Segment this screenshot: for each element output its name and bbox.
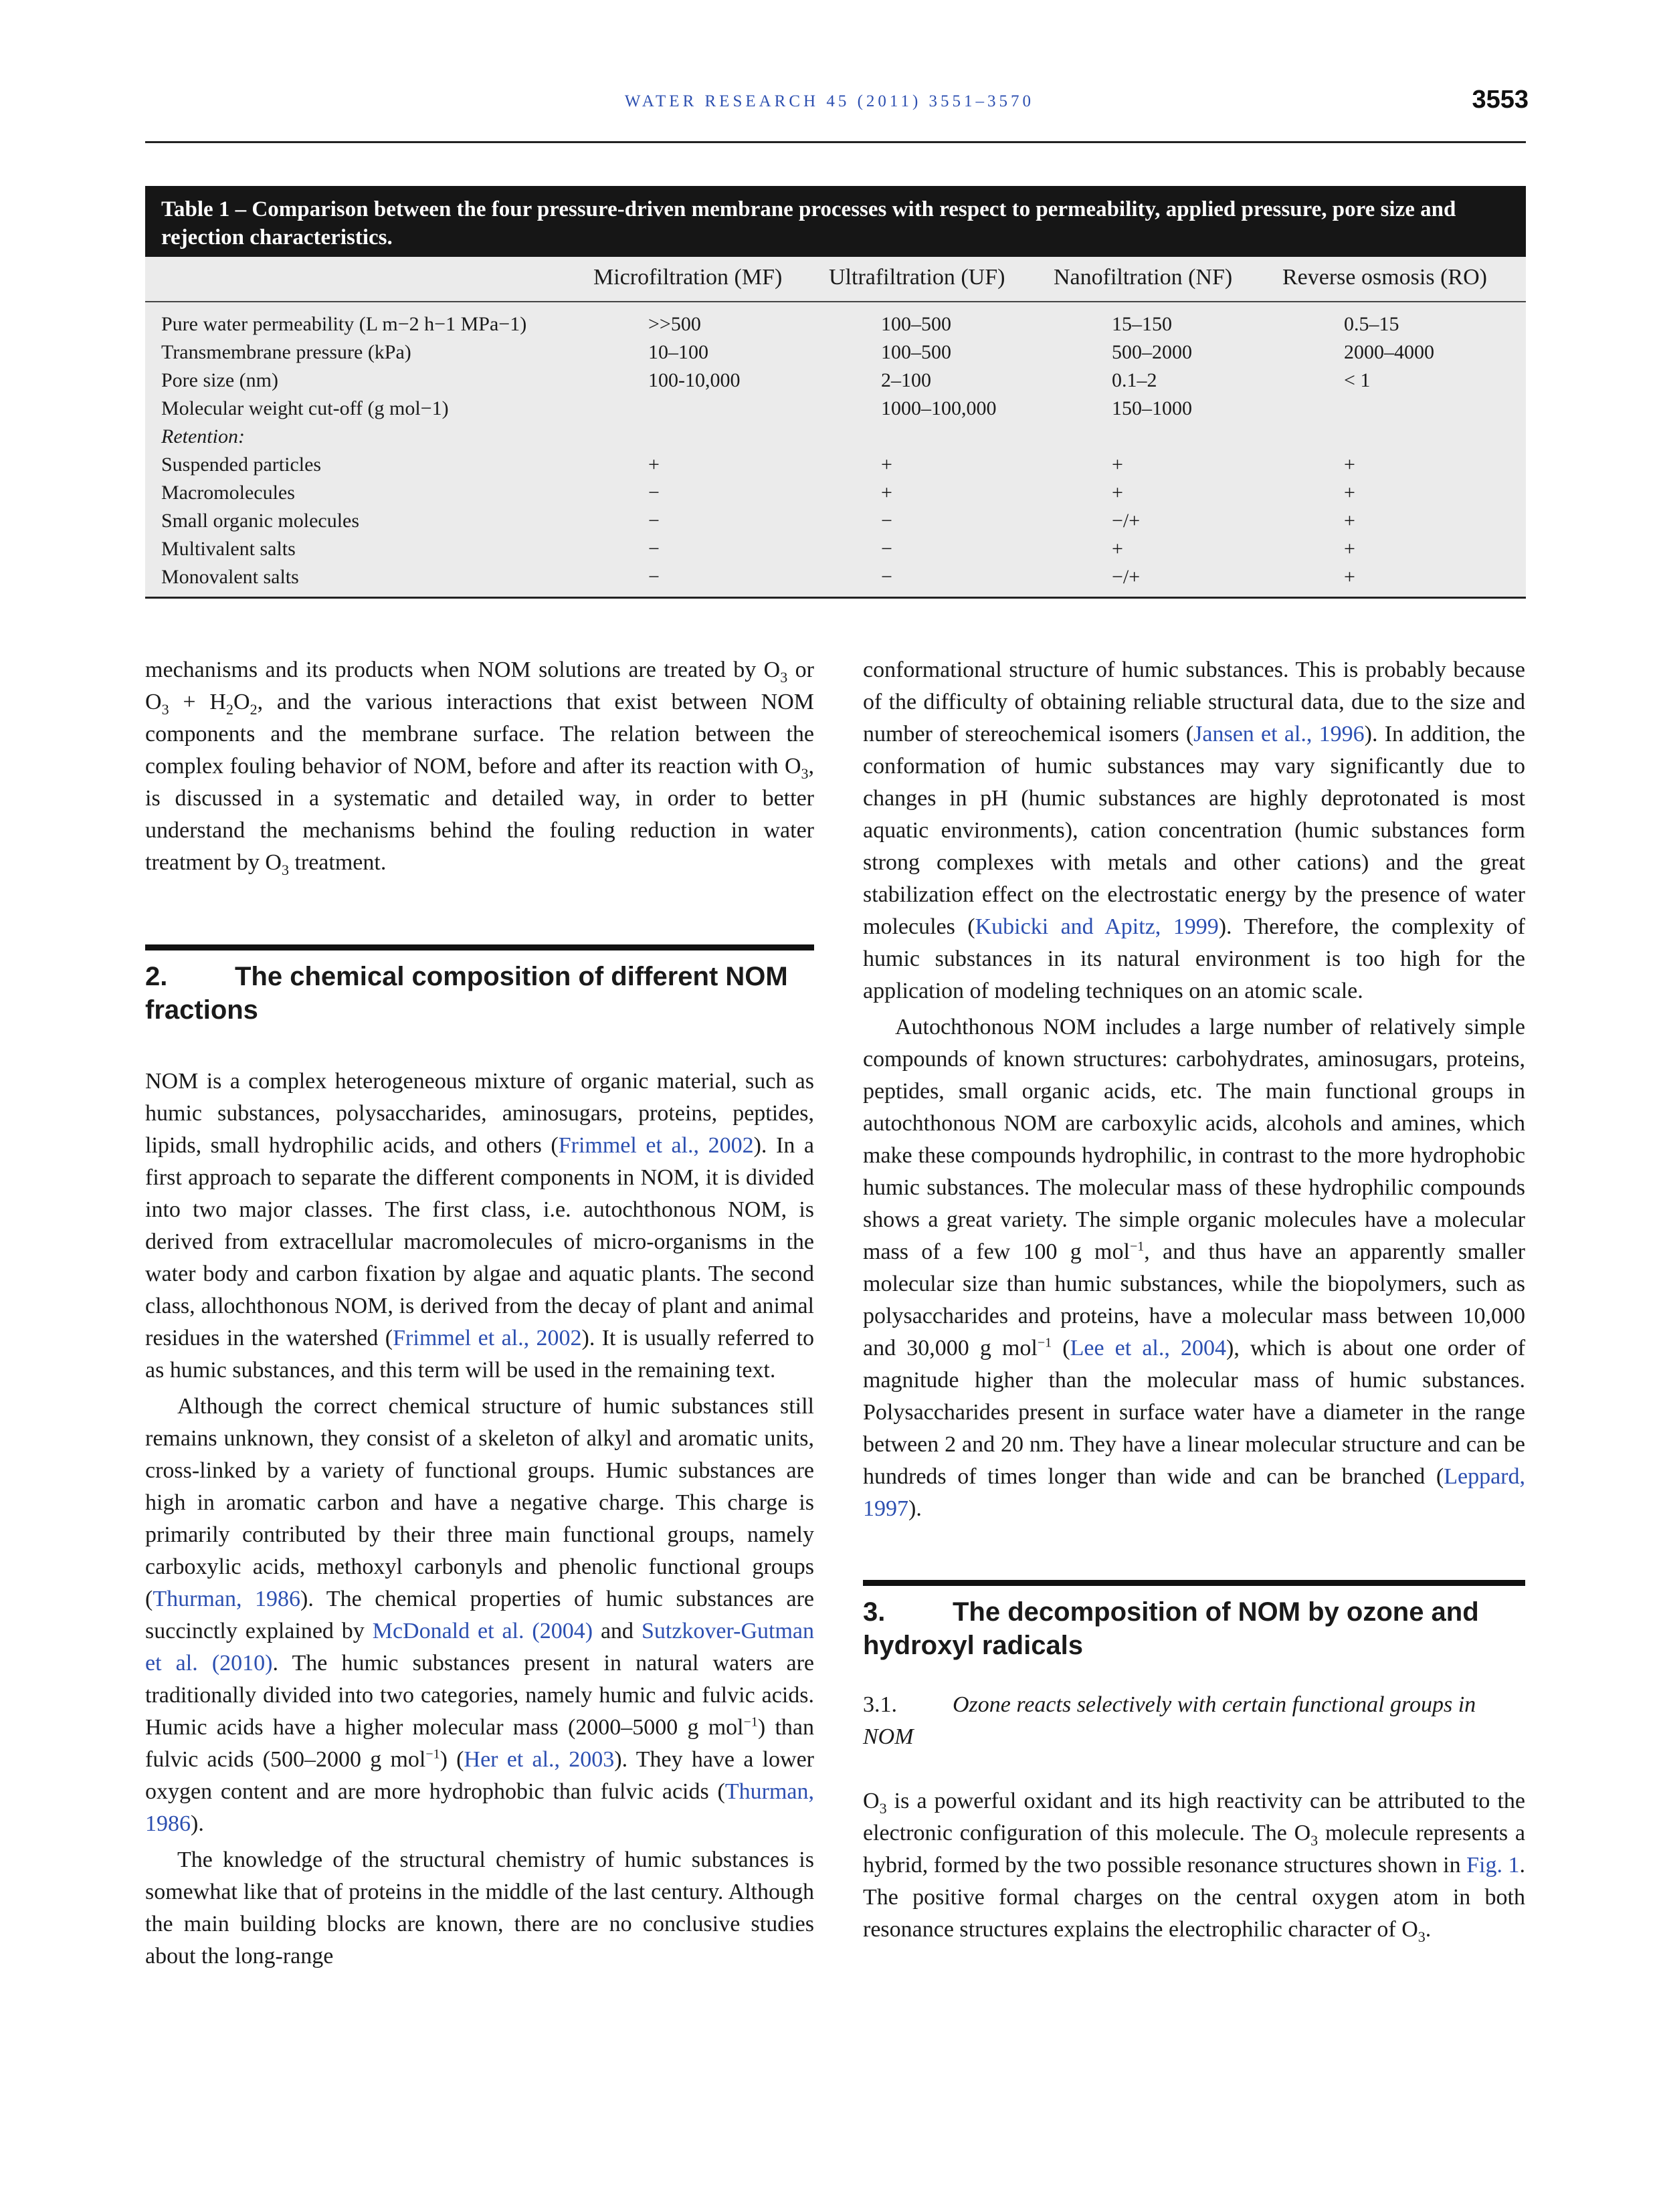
cell-ro: 2000–4000 (1344, 341, 1434, 363)
cell-mf: − (648, 510, 660, 532)
row-label: Pure water permeability (L m−2 h−1 MPa−1) (161, 313, 527, 335)
cell-uf: + (881, 454, 892, 476)
citation-link[interactable]: Thurman, 1986 (145, 1779, 814, 1836)
table-row (145, 507, 1526, 535)
paragraph: mechanisms and its products when NOM solutions are treated by $O_3$ or $O_3 + H_2O_2$, and the various interactions that exist between NOM components and the membrane surface. The relation between the complex fouling behavior of NOM, before and after its reaction with $O_3$, is discussed in a systematic and detailed way, in order to better understand the mechanisms behind the fouling reduction in water treatment by $O_3$ treatment. (145, 658, 815, 878)
cell-ro: + (1344, 454, 1355, 476)
row-label: Macromolecules (161, 482, 295, 504)
table-header-row (145, 257, 1526, 302)
col-header-nf: Nanofiltration (NF) (1054, 265, 1233, 290)
table-caption: Table 1 – Comparison between the four pressure-driven membrane processes with respect to permeability, applied pressure, pore size and rejection characteristics. (145, 186, 1526, 257)
citation-link[interactable]: Sutzkover-Gutman et al. (2010) (145, 1619, 815, 1676)
cell-nf: + (1112, 454, 1123, 476)
table-body (145, 257, 1526, 599)
table-row (145, 310, 1526, 338)
row-label: Transmembrane pressure (kPa) (161, 341, 411, 363)
cell-mf: 10–100 (648, 341, 708, 363)
citation-link[interactable]: Her et al., 2003 (464, 1747, 615, 1772)
table-1 (145, 186, 1526, 599)
header-rule (145, 141, 1526, 143)
cell-nf: −/+ (1112, 566, 1141, 588)
col-header-ro: Reverse osmosis (RO) (1282, 265, 1487, 290)
cell-nf: −/+ (1112, 510, 1141, 532)
subsection-title: Ozone reacts selectively with certain functional groups in NOM (863, 1692, 1476, 1749)
subsection-number: 3.1. (863, 1692, 897, 1717)
section-number: 2. (145, 962, 168, 991)
citation-link[interactable]: Thurman, 1986 (153, 1587, 301, 1611)
cell-nf: + (1112, 482, 1123, 504)
row-label: Pore size (nm) (161, 369, 278, 391)
cell-ro: + (1344, 538, 1355, 560)
cell-ro: < 1 (1344, 369, 1371, 391)
section-title: The chemical composition of different NOM fractions (145, 962, 788, 1025)
cell-ro: + (1344, 510, 1355, 532)
table-row (145, 423, 1526, 451)
cell-uf: 100–500 (881, 341, 951, 363)
cell-nf: 500–2000 (1112, 341, 1192, 363)
table-row (145, 535, 1526, 563)
row-label: Monovalent salts (161, 566, 299, 588)
paragraph: NOM is a complex heterogeneous mixture of organic material, such as humic substances, polysaccharides, aminosugars, proteins, peptides, lipids, small hydrophilic acids, and others (Frimmel et al., 2002). In a first approach to separate the different components in NOM, it is divided into two major classes. The first class, i.e. autochthonous NOM, is derived from extracellular macromolecules of micro-organisms in the water body and carbon fixation by algae and aquatic plants. The second class, allochthonous NOM, is derived from the decay of plant and animal residues in the watershed (Frimmel et al., 2002). It is usually referred to as humic substances, and this term will be used in the remaining text. (145, 1069, 814, 1383)
paragraph: Autochthonous NOM includes a large number of relatively simple compounds of known structures: carbohydrates, aminosugars, proteins, peptides, small organic acids, etc. The main functional groups in autochthonous NOM are carboxylic acids, alcohols and amines, which make these compounds hydrophilic, in contrast to the more hydrophobic humic substances. The molecular mass of these hydrophilic compounds shows a great variety. The simple organic molecules have a molecular mass of a few 100 g mol$^{-1}$, and thus have an apparently smaller molecular size than humic substances, while the biopolymers, such as polysaccharides and proteins, have a molecular mass between 10,000 and 30,000 g mol$^{-1}$ (Lee et al., 2004), which is about one order of magnitude higher than the molecular mass of humic substances. Polysaccharides present in surface water have a diameter in the range between 2 and 20 nm. They have a linear molecular structure and can be hundreds of times longer than wide and can be branched (Leppard, 1997). (863, 1015, 1526, 1521)
section-number: 3. (863, 1597, 886, 1627)
cell-uf: 1000–100,000 (881, 397, 997, 419)
cell-nf: 0.1–2 (1112, 369, 1157, 391)
row-label: Small organic molecules (161, 510, 360, 532)
cell-mf: − (648, 538, 660, 560)
cell-ro: + (1344, 566, 1355, 588)
citation-link[interactable]: Lee et al., 2004 (1070, 1336, 1226, 1361)
citation-link[interactable]: Leppard, 1997 (863, 1464, 1525, 1521)
subsection-3-1-heading (863, 1689, 1525, 1753)
right-column (863, 654, 1525, 1946)
cell-mf: + (648, 454, 660, 476)
cell-mf: − (648, 482, 660, 504)
paragraph: conformational structure of humic substances. This is probably because of the difficulty of obtaining reliable structural data, due to the size and number of stereochemical isomers (Jansen et al., 1996). In addition, the conformation of humic substances may vary significantly due to changes in pH (humic substances are highly deprotonated is most aquatic environments), cation concentration (humic substances form strong complexes with metals and other cations) and the great stabilization effect on the electrostatic energy by the presence of water molecules (Kubicki and Apitz, 1999). Therefore, the complexity of humic substances in its natural environment is too high for the application of modeling techniques on an atomic scale. (863, 658, 1526, 1003)
cell-mf: − (648, 566, 660, 588)
row-label: Suspended particles (161, 454, 322, 476)
section-2-heading (145, 944, 814, 1027)
cell-uf: 2–100 (881, 369, 931, 391)
cell-nf: 15–150 (1112, 313, 1172, 335)
figure-link[interactable]: Fig. 1 (1466, 1853, 1520, 1878)
left-column (145, 654, 814, 1973)
cell-nf: 150–1000 (1112, 397, 1192, 419)
section-3-heading (863, 1580, 1525, 1662)
citation-link[interactable]: Frimmel et al., 2002 (393, 1326, 582, 1350)
cell-uf: − (881, 510, 892, 532)
table-row (145, 367, 1526, 395)
cell-uf: − (881, 538, 892, 560)
cell-mf: 100-10,000 (648, 369, 741, 391)
cell-nf: + (1112, 538, 1123, 560)
col-header-mf: Microfiltration (MF) (593, 265, 783, 290)
citation-link[interactable]: Frimmel et al., 2002 (558, 1133, 754, 1158)
table-row (145, 451, 1526, 479)
cell-mf: >>500 (648, 313, 701, 335)
table-rows (145, 302, 1526, 597)
paragraph: $O_3$ is a powerful oxidant and its high reactivity can be attributed to the electronic configuration of this molecule. The $O_3$ molecule represents a hybrid, formed by the two possible resonance structures shown in Fig. 1. The positive formal charges on the central oxygen atom in both resonance structures explains the electrophilic character of $O_3$. (863, 1789, 1526, 1945)
citation-link[interactable]: Kubicki and Apitz, 1999 (975, 914, 1219, 939)
table-row (145, 479, 1526, 507)
paragraph: Although the correct chemical structure of humic substances still remains unknown, they consist of a skeleton of alkyl and aromatic units, cross-linked by a variety of functional groups. Humic substances are high in aromatic carbon and have a negative charge. This charge is primarily contributed by their three main functional groups, namely carboxylic acids, methoxyl carbonyls and phenolic functional groups (Thurman, 1986). The chemical properties of humic substances are succinctly explained by McDonald et al. (2004) and Sutzkover-Gutman et al. (2010). The humic substances present in natural waters are traditionally divided into two categories, namely humic and fulvic acids. Humic acids have a higher molecular mass (2000–5000 g mol$^{-1}$) than fulvic acids (500–2000 g mol$^{-1}$) (Her et al., 2003). They have a lower oxygen content and are more hydrophobic than fulvic acids (Thurman, 1986). (145, 1394, 815, 1836)
row-label: Multivalent salts (161, 538, 296, 560)
citation-link[interactable]: Jansen et al., 1996 (1193, 722, 1365, 746)
citation-link[interactable]: McDonald et al. (2004) (372, 1619, 593, 1643)
row-label: Molecular weight cut-off (g mol−1) (161, 397, 449, 419)
table-row (145, 563, 1526, 591)
paragraph: The knowledge of the structural chemistry of humic substances is somewhat like that of proteins in the middle of the last century. Although the main building blocks are known, there are no conclusive studies about the long-range (145, 1847, 814, 1969)
cell-ro: + (1344, 482, 1355, 504)
journal-header: WATER RESEARCH 45 (2011) 3551–3570 (624, 92, 1035, 110)
cell-uf: 100–500 (881, 313, 951, 335)
cell-uf: − (881, 566, 892, 588)
cell-ro: 0.5–15 (1344, 313, 1399, 335)
table-row (145, 338, 1526, 367)
cell-uf: + (881, 482, 892, 504)
table-row (145, 395, 1526, 423)
page-number: 3553 (1472, 86, 1529, 114)
row-label: Retention: (161, 425, 245, 447)
col-header-uf: Ultrafiltration (UF) (829, 265, 1005, 290)
section-title: The decomposition of NOM by ozone and hydroxyl radicals (863, 1597, 1479, 1660)
